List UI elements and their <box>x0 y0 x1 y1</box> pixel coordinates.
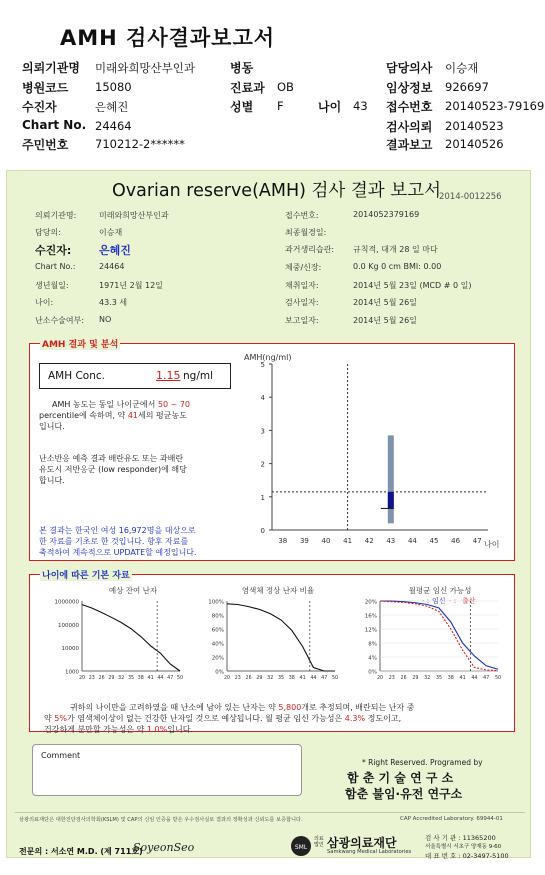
svg-text:SML: SML <box>294 844 308 851</box>
y-tick-label: 1000 <box>65 669 79 676</box>
amh-conc-value: 1.15 <box>156 369 181 382</box>
y-tick-label: 40% <box>211 641 224 648</box>
legend-entry: 출산 <box>462 597 476 605</box>
amh-concentration-box <box>39 363 231 389</box>
chart-title: 월평균 임신 가능성 <box>408 586 472 595</box>
summary-text: 가 염색체이상이 없는 건강한 난자일 것으로 예상됩니다. 월 평균 임신 가능성은 <box>66 714 343 723</box>
amh-conc-label: AMH Conc. <box>48 370 105 382</box>
x-tick-label: 32 <box>424 676 431 681</box>
analysis-text: percentile에 속하며, 약 <box>39 411 126 420</box>
info-value: 이승재 <box>99 228 123 237</box>
y-tick-label: 2 <box>260 460 265 469</box>
rights-text: * Right Reserved. Programed by <box>362 758 483 767</box>
info-label: 수진자: <box>35 244 72 257</box>
x-tick-label: 35 <box>127 676 135 681</box>
x-tick-label: 44 <box>310 676 317 681</box>
info-value: 1971년 2월 12일 <box>99 281 163 290</box>
y-tick-label: 20% <box>364 599 377 606</box>
x-tick-label: 39 <box>299 537 309 545</box>
info-label: 보고일자: <box>285 316 319 325</box>
value-age: 43 <box>353 99 368 113</box>
value-patient: 은혜진 <box>95 100 129 114</box>
value-receipt-no: 20140523-79169 <box>445 99 545 113</box>
legend-entry: 임신 <box>432 597 446 605</box>
label-institution: 의뢰기관명 <box>22 61 80 75</box>
report-header-title: AMH 검사결과보고서 <box>60 26 276 50</box>
doctor-signature: SoyeonSeo <box>133 841 195 854</box>
org-info-line: 대 표 번 호 : 02-3497-5100 <box>425 852 509 860</box>
chart-title: 염색체 정상 난자 비율 <box>241 586 315 595</box>
x-tick-label: 47 <box>483 676 490 681</box>
info-label: 나이: <box>35 298 54 307</box>
legend-entry: - : <box>422 597 430 605</box>
range-bar <box>388 435 394 523</box>
equivalent-age: 41 <box>127 411 139 420</box>
amh-result-section <box>29 340 515 561</box>
amh-section-heading: AMH 결과 및 분석 <box>40 337 120 350</box>
x-tick-label: 32 <box>267 676 274 681</box>
y-tick-label: 3 <box>260 427 265 436</box>
info-label: 담당의: <box>35 228 61 237</box>
y-tick-label: 1 <box>260 493 265 502</box>
patient-name: 은혜진 <box>99 244 131 257</box>
samkwang-logo-icon <box>290 835 312 857</box>
analysis-line-2 <box>39 410 187 421</box>
amh-chart-xlabel: 나이 <box>484 540 500 549</box>
info-value: 2014년 5월 26일 <box>353 298 417 307</box>
analysis-line-1 <box>52 399 190 410</box>
info-value: 미래와희망산부인과 <box>99 211 169 220</box>
x-tick-label: 46 <box>451 537 461 545</box>
x-tick-label: 41 <box>299 676 306 681</box>
reference-note: 축적하여 계속적으로 UPDATE할 예정입니다. <box>39 548 197 557</box>
reference-note: 한 자료를 기초로 한 것입니다. 향후 자료를 <box>39 537 189 546</box>
x-tick-label: 32 <box>118 676 125 681</box>
x-tick-label: 50 <box>494 676 502 681</box>
certification-text: 삼광의료재단은 대한진단검사의학회(KSLM) 및 CAP의 신임 인증을 받은 우수검사실로 결과의 정확성과 신뢰도를 보증합니다. <box>19 817 303 823</box>
org-name: 삼광의료재단 <box>327 836 397 850</box>
x-tick-label: 50 <box>176 676 184 681</box>
x-tick-label: 40 <box>321 537 331 545</box>
normal-chromosome-chart <box>193 583 343 693</box>
amh-chart-title: AMH(ng/ml) <box>244 353 292 362</box>
x-tick-label: 26 <box>400 676 407 681</box>
x-tick-label: 41 <box>343 537 353 545</box>
label-clinical-info: 임상정보 <box>386 81 433 95</box>
label-hospital-code: 병원코드 <box>22 81 69 95</box>
org-english-name: Samkwang Medical Laboratories <box>327 849 412 855</box>
report-title: Ovarian reserve(AMH) 검사 결과 보고서 <box>112 181 441 201</box>
summary-text: 약 <box>44 714 52 723</box>
x-tick-label: 44 <box>471 676 478 681</box>
x-tick-label: 38 <box>278 537 288 545</box>
x-tick-label: 50 <box>331 676 339 681</box>
x-tick-label: 41 <box>147 676 154 681</box>
doctor-name: 전문의 : 서소연 M.D. (제 711호) <box>19 847 143 856</box>
series-line <box>82 605 180 671</box>
x-tick-label: 26 <box>245 676 252 681</box>
x-tick-label: 23 <box>234 676 241 681</box>
y-tick-label: 100000 <box>58 622 79 629</box>
institute-name-2: 함춘 불임·유전 연구소 <box>345 787 463 801</box>
value-department: OB <box>277 80 294 94</box>
y-tick-label: 5 <box>260 361 265 369</box>
info-value: 2014052379169 <box>353 210 420 219</box>
value-test-request: 20140523 <box>445 119 504 133</box>
x-tick-label: 47 <box>472 537 482 545</box>
age-section-heading: 나이에 따른 기본 자료 <box>40 568 132 581</box>
value-institution: 미래와희망산부인과 <box>95 61 195 75</box>
summary-text: 귀하의 나이만을 고려하였을 때 난소에 남아 있는 난자는 약 <box>70 703 276 712</box>
value-doctor: 이승재 <box>445 61 479 75</box>
legend-entry: - : <box>449 597 457 605</box>
info-value: 2014년 5월 26일 <box>353 316 417 325</box>
response-text: 난소반응 예측 결과 배란유도 또는 과배란 <box>39 454 184 463</box>
analysis-text: 세의 평균농도 <box>138 411 187 420</box>
x-tick-label: 41 <box>459 676 466 681</box>
org-info-line: 서울특별시 서초구 양재동 9-60 <box>425 844 502 850</box>
normal-ratio-value: 5% <box>54 714 67 723</box>
value-clinical-info: 926697 <box>445 80 489 94</box>
summary-text: 건강하게 분만할 가능성은 약 <box>44 725 145 734</box>
summary-line-3 <box>44 724 193 735</box>
summary-line-2 <box>44 713 401 724</box>
label-test-request: 검사의뢰 <box>386 120 433 134</box>
label-receipt-no: 접수번호 <box>386 100 433 114</box>
x-tick-label: 42 <box>364 537 374 545</box>
label-age: 나이 <box>318 100 342 114</box>
analysis-text: AMH 농도는 동일 나이군에서 <box>52 400 156 409</box>
remaining-eggs-value: 5,800 <box>278 703 302 712</box>
interquartile-box <box>388 492 394 509</box>
comment-box[interactable] <box>32 744 302 796</box>
cap-text: CAP Accredited Laboratory. 69944-01 <box>400 816 503 822</box>
x-tick-label: 47 <box>167 676 174 681</box>
info-value: NO <box>99 315 112 324</box>
info-label: Chart No.: <box>35 262 76 271</box>
x-tick-label: 44 <box>157 676 164 681</box>
amh-report-sheet <box>6 170 531 858</box>
info-value: 0.0 Kg 0 cm BMI: 0.00 <box>353 262 442 271</box>
analysis-line-3: 입니다. <box>39 422 65 431</box>
amh-age-chart <box>240 350 510 555</box>
x-tick-label: 35 <box>435 676 443 681</box>
info-label: 의뢰기관명: <box>35 211 77 220</box>
x-tick-label: 23 <box>88 676 95 681</box>
x-tick-label: 38 <box>447 676 454 681</box>
delivery-rate-value: 1.0% <box>146 725 168 734</box>
value-result-report: 20140526 <box>445 137 504 151</box>
remaining-eggs-chart <box>38 583 188 693</box>
info-label: 생년월일: <box>35 281 69 290</box>
info-value: 24464 <box>99 262 125 271</box>
label-chart-no: Chart No. <box>22 118 87 132</box>
x-tick-label: 35 <box>277 676 285 681</box>
series-line <box>227 604 335 671</box>
info-label: 최종월경일: <box>285 228 327 237</box>
y-tick-label: 10000 <box>61 646 79 653</box>
x-tick-label: 26 <box>98 676 105 681</box>
x-tick-label: 47 <box>321 676 328 681</box>
summary-line-1 <box>70 702 414 713</box>
y-tick-label: 4 <box>260 394 265 403</box>
info-label: 검사일자: <box>285 298 319 307</box>
report-number: 2014-0012256 <box>439 192 502 202</box>
age-based-data-section <box>29 571 515 734</box>
x-tick-label: 20 <box>376 676 384 681</box>
info-label: 난소수술여부: <box>35 316 85 325</box>
label-ward: 병동 <box>230 61 254 75</box>
value-resident-no: 710212-2****** <box>95 137 185 151</box>
amh-conc-unit: ng/ml <box>183 370 214 382</box>
pregnancy-probability-chart <box>348 583 508 693</box>
y-tick-label: 20% <box>211 655 224 662</box>
response-text: 합니다. <box>39 476 65 485</box>
label-doctor: 담당의사 <box>386 61 433 75</box>
y-tick-label: 16% <box>364 613 377 620</box>
info-label: 체중/신장: <box>285 263 322 272</box>
x-tick-label: 20 <box>78 676 86 681</box>
info-value: 규칙적, 대개 28 일 마다 <box>353 245 438 254</box>
info-label: 접수번호: <box>285 211 319 220</box>
x-tick-label: 44 <box>407 537 417 545</box>
y-tick-label: 1000000 <box>54 599 79 606</box>
footer-divider <box>15 812 525 813</box>
reference-note: 본 결과는 한국인 여성 16,972명을 대상으로 <box>39 526 196 535</box>
x-tick-label: 38 <box>137 676 144 681</box>
percentile-range: 50 ~ 70 <box>157 400 191 409</box>
y-tick-label: 0 <box>260 527 265 535</box>
x-tick-label: 43 <box>386 537 396 545</box>
x-tick-label: 29 <box>412 676 419 681</box>
x-tick-label: 29 <box>256 676 263 681</box>
info-value: 2014년 5월 23일 (MCD # 0 일) <box>353 281 472 290</box>
info-value: 43.3 세 <box>99 298 128 307</box>
y-tick-label: 0% <box>368 669 377 676</box>
y-tick-label: 80% <box>211 613 224 620</box>
summary-text: 정도이고, <box>367 714 402 723</box>
pregnancy-rate-value: 4.3% <box>344 714 366 723</box>
value-hospital-code: 15080 <box>95 80 132 94</box>
summary-text: 개로 추정되며, 배란되는 난자 중 <box>301 703 415 712</box>
x-tick-label: 23 <box>388 676 395 681</box>
org-info-line: 검 사 기 관 : 11365200 <box>425 834 496 842</box>
y-tick-label: 4% <box>368 655 377 662</box>
response-text: 유도시 저반응군 (low responder)에 해당 <box>39 465 187 474</box>
y-tick-label: 12% <box>364 627 377 634</box>
label-department: 진료과 <box>230 81 265 95</box>
label-patient: 수진자 <box>22 100 57 114</box>
label-resident-no: 주민번호 <box>22 138 69 152</box>
comment-label: Comment <box>41 751 81 760</box>
value-chart-no: 24464 <box>95 119 132 133</box>
value-sex: F <box>277 99 284 113</box>
info-label: 채취일자: <box>285 281 319 290</box>
y-tick-label: 0% <box>215 669 224 676</box>
y-tick-label: 60% <box>211 627 224 634</box>
label-result-report: 결과보고 <box>386 138 433 152</box>
label-sex: 성별 <box>230 100 254 114</box>
y-tick-label: 8% <box>368 641 377 648</box>
x-tick-label: 38 <box>288 676 295 681</box>
x-tick-label: 29 <box>108 676 115 681</box>
info-label: 과거생리습관: <box>285 245 335 254</box>
y-tick-label: 100% <box>208 599 224 606</box>
x-tick-label: 20 <box>223 676 231 681</box>
summary-text: 입니다. <box>167 725 193 734</box>
institute-name-1: 함 춘 기 술 연 구 소 <box>347 771 454 785</box>
org-type: 의료 법인 <box>314 836 324 848</box>
chart-title: 예상 잔여 난자 <box>108 586 158 595</box>
x-tick-label: 45 <box>429 537 439 545</box>
